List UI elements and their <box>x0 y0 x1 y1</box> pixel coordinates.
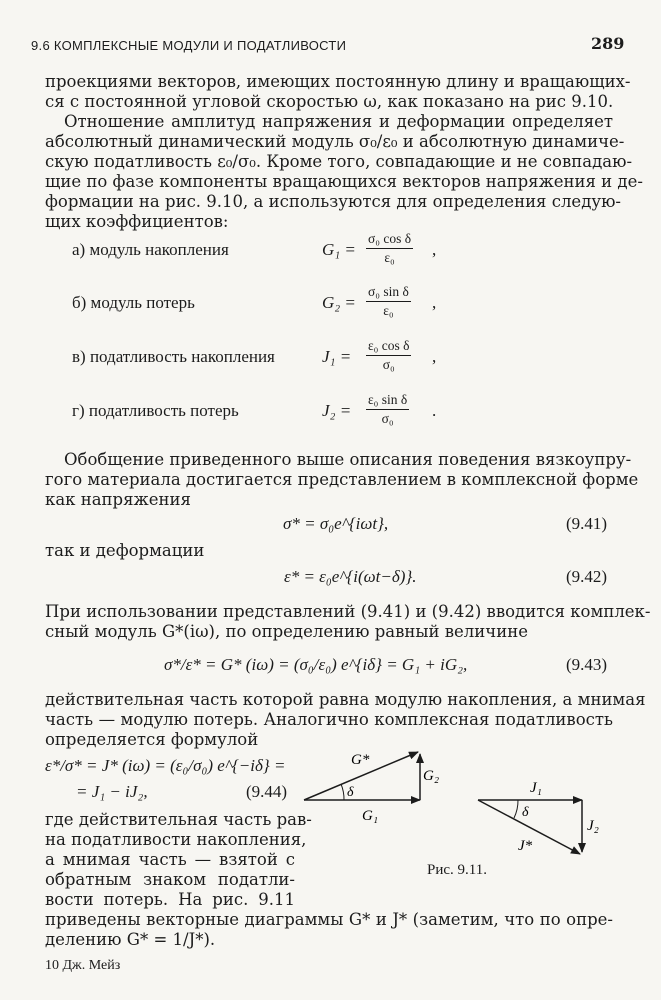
g1-label: G₁ <box>362 808 379 824</box>
fraction-numerator: σ₀ sin δ <box>366 284 411 302</box>
intro-line-3: Отношение амплитуд напряжения и деформации определяет <box>64 112 613 131</box>
coefficient-punct: , <box>432 240 437 259</box>
fraction-numerator: ε₀ cos δ <box>366 338 411 356</box>
coefficient-lhs: G₂ = <box>322 293 356 312</box>
generalization-line-2: гого материала достигается представлением в комплексной форме <box>45 470 639 489</box>
fraction-numerator: ε₀ sin δ <box>366 392 409 410</box>
equation-9-44-line-2: = J₁ − iJ₂, <box>76 782 148 801</box>
coefficient-lhs: J₁ = <box>322 347 352 366</box>
intro-line-6: щие по фазе компоненты вращающихся векторов напряжения и де- <box>45 172 643 191</box>
delta-label: δ <box>347 785 354 800</box>
intro-line-1: проекциями векторов, имеющих постоянную длину и вращающих- <box>45 72 631 91</box>
g-star-label: G* <box>351 752 370 768</box>
equation-9-43: σ*/ε* = G* (iω) = (σ₀/ε₀) e^{iδ} = G₁ + iG₂, <box>164 655 468 674</box>
equation-number: (9.41) <box>566 514 608 533</box>
delta-label: δ <box>522 805 529 820</box>
complex-modulus-line-1: При использовании представлений (9.41) и (9.42) вводится комплек- <box>45 602 651 621</box>
final-line-2: делению G* = 1/J*). <box>45 930 216 949</box>
vector-diagram-figure <box>296 740 626 880</box>
compliance-vector-diagram <box>478 780 599 854</box>
j-star-label: J* <box>518 838 533 854</box>
intro-line-5: скую податливость ε₀/σ₀. Кроме того, совпадающие и не совпадаю- <box>45 152 633 171</box>
modulus-vector-diagram <box>304 752 439 824</box>
compliance-line-3: определяется формулой <box>45 730 259 749</box>
where-line-5: вости потерь. На рис. 9.11 <box>45 890 295 909</box>
coefficient-punct: . <box>432 401 437 420</box>
j1-label: J₁ <box>530 780 542 796</box>
g2-label: G₂ <box>423 768 440 784</box>
equation-9-42: ε* = ε₀e^{i(ωt−δ)}. <box>284 567 417 586</box>
equation-number: (9.43) <box>566 655 608 674</box>
angle-arc <box>514 800 518 818</box>
coefficient-punct: , <box>432 293 437 312</box>
coefficient-punct: , <box>432 347 437 366</box>
running-header: 9.6 КОМПЛЕКСНЫЕ МОДУЛИ И ПОДАТЛИВОСТИ <box>31 38 347 53</box>
coefficient-lhs: G₁ = <box>322 240 356 259</box>
compliance-line-1: действительная часть которой равна модулю накопления, а мнимая <box>45 690 646 709</box>
coefficient-label: б) модуль потерь <box>72 293 195 312</box>
coefficient-label: а) модуль накопления <box>72 240 229 259</box>
equation-9-44-line-1: ε*/σ* = J* (iω) = (ε₀/σ₀) e^{−iδ} = <box>45 756 286 775</box>
generalization-line-1: Обобщение приведенного выше описания поведения вязкоупру- <box>64 450 632 469</box>
equation-number: (9.44) <box>246 782 288 801</box>
fraction-denominator: ε₀ <box>383 303 394 318</box>
fraction-denominator: ε₀ <box>384 250 395 265</box>
coefficient-fraction <box>366 284 411 319</box>
where-line-2: на податливости накопления, <box>45 830 307 849</box>
footer-signature: 10 Дж. Мейз <box>45 958 121 973</box>
figure-caption: Рис. 9.11. <box>427 862 487 878</box>
where-line-1: где действительная часть рав- <box>45 810 312 829</box>
coefficient-label: в) податливость накопления <box>72 347 275 366</box>
coefficient-fraction <box>366 338 411 373</box>
intro-line-4: абсолютный динамический модуль σ₀/ε₀ и абсолютную динамиче- <box>45 132 625 151</box>
where-line-3: а мнимая часть — взятой с <box>45 850 295 869</box>
strain-intro: так и деформации <box>45 541 205 560</box>
equation-9-41: σ* = σ₀e^{iωt}, <box>283 514 389 533</box>
fraction-denominator: σ₀ <box>381 411 394 426</box>
fraction-numerator: σ₀ cos δ <box>366 231 413 249</box>
coefficient-fraction <box>366 392 409 427</box>
coefficient-fraction <box>366 231 413 266</box>
intro-line-2: ся с постоянной угловой скоростью ω, как показано на рис 9.10. <box>45 92 614 111</box>
coefficient-lhs: J₂ = <box>322 401 352 420</box>
equation-number: (9.42) <box>566 567 608 586</box>
j2-label: J₂ <box>587 818 599 834</box>
fraction-denominator: σ₀ <box>382 357 395 372</box>
generalization-line-3: как напряжения <box>45 490 191 509</box>
coefficient-label: г) податливость потерь <box>72 401 239 420</box>
angle-arc <box>341 784 344 800</box>
complex-modulus-line-2: сный модуль G*(iω), по определению равный величине <box>45 622 528 641</box>
final-line-1: приведены векторные диаграммы G* и J* (заметим, что по опре- <box>45 910 613 929</box>
intro-line-8: щих коэффициентов: <box>45 212 229 231</box>
page-number: 289 <box>591 34 625 53</box>
intro-line-7: формации на рис. 9.10, а используются для определения следую- <box>45 192 622 211</box>
compliance-line-2: часть — модулю потерь. Аналогично комплексная податливость <box>45 710 613 729</box>
where-line-4: обратным знаком податли- <box>45 870 295 889</box>
